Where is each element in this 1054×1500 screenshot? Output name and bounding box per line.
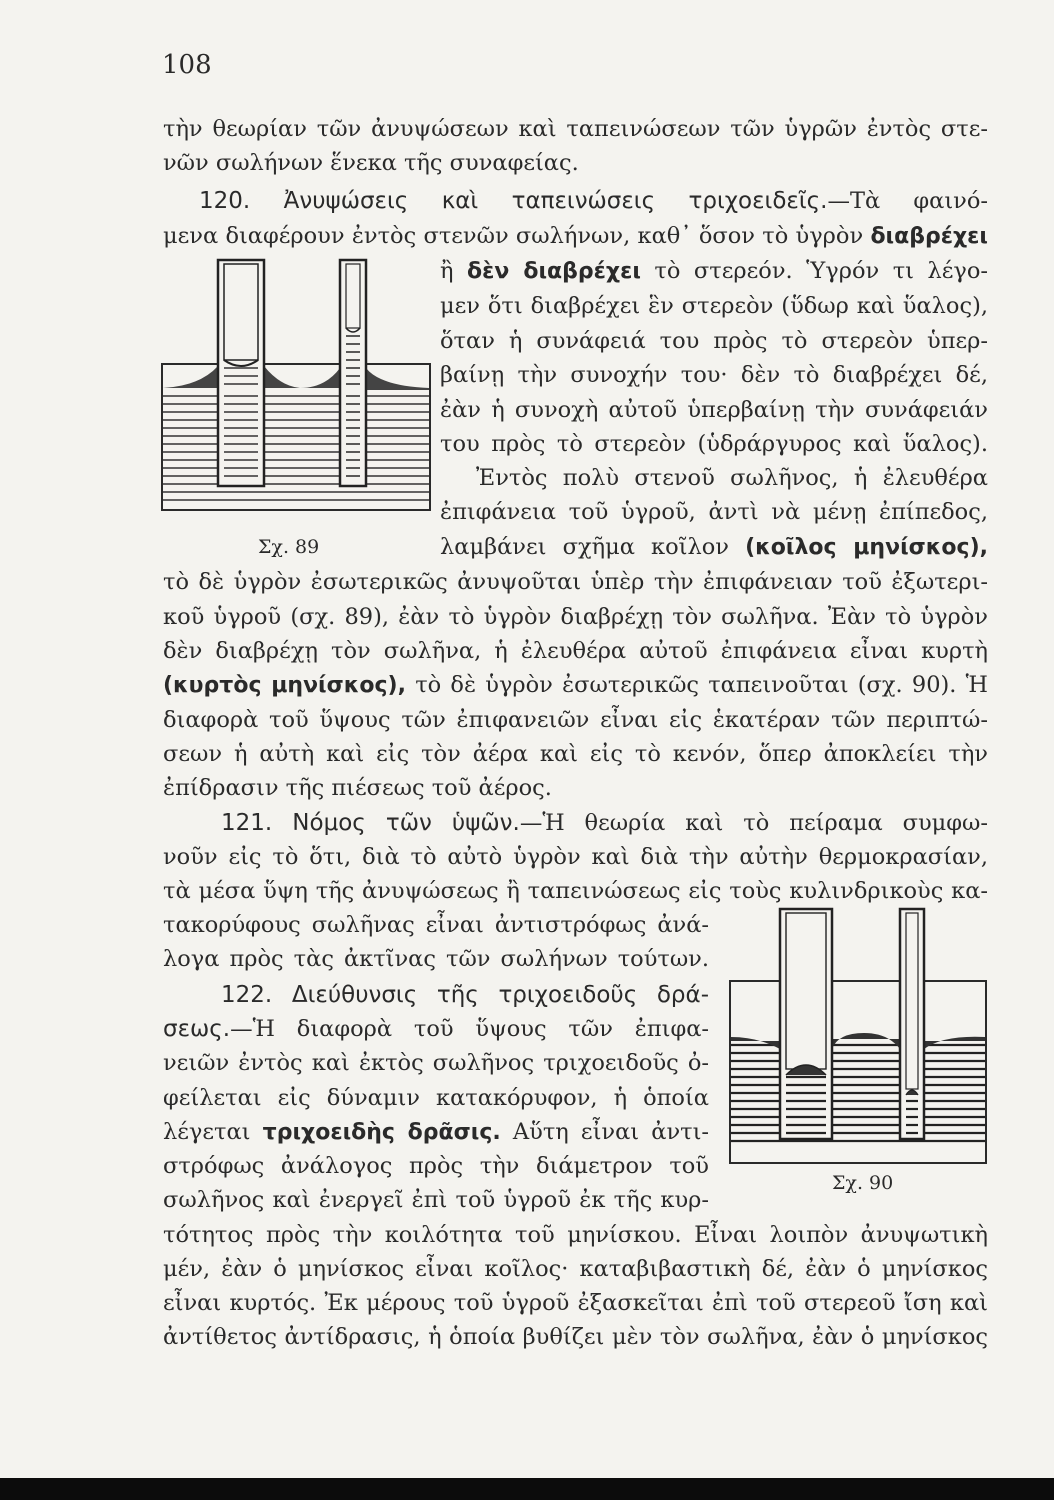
text-line: ὅταν ἡ συνάφειά του πρὸς τὸ στερεὸν ὑπερ- bbox=[440, 328, 988, 354]
text-line: του πρὸς τὸ στερεὸν (ὑδράργυρος καὶ ὕαλος). bbox=[440, 431, 988, 457]
text-fragment: λαμβάνει σχῆμα κοῖλον bbox=[440, 534, 746, 560]
text-line: δὲν διαβρέχῃ τὸν σωλῆνα, ἡ ἐλευθέρα αὐτοῦ ἐπιφάνεια εἶναι κυρτὴ bbox=[163, 638, 988, 664]
section-120-heading: 120. Ἀνυψώσεις καὶ ταπεινώσεις τριχοειδεῖς. bbox=[199, 188, 828, 214]
text-line bbox=[163, 1012, 709, 1046]
text-line: τότητος πρὸς τὴν κοιλότητα τοῦ μηνίσκου. Εἶναι λοιπὸν ἀνυψωτικὴ bbox=[163, 1222, 988, 1248]
figure-90-caption: Σχ. 90 bbox=[832, 1172, 894, 1194]
text-line: τακορύφους σωλῆνας εἶναι ἀντιστρόφως ἀνά- bbox=[163, 912, 709, 938]
text-line bbox=[440, 254, 988, 289]
bold-term-kyrtos-meniskos: (κυρτὸς μηνίσκος), bbox=[163, 673, 406, 698]
text-line: βαίνῃ τὴν συνοχήν του· δὲν τὸ διαβρέχει δέ, bbox=[440, 362, 988, 388]
text-line: μέν, ἐὰν ὁ μηνίσκος εἶναι κοῖλος· καταβιβαστικὴ δέ, ἐὰν ὁ μηνίσκος bbox=[163, 1256, 988, 1282]
text-line: τὰ μέσα ὕψη τῆς ἀνυψώσεως ἢ ταπεινώσεως εἰς τοὺς κυλινδρικοὺς κα- bbox=[163, 878, 988, 904]
text-line: εἶναι κυρτός. Ἐκ μέρους τοῦ ὑγροῦ ἐξασκεῖται ἐπὶ τοῦ στερεοῦ ἴση καὶ bbox=[163, 1290, 988, 1316]
bold-term-trichoeides-drasis: τριχοειδὴς δρᾶσις. bbox=[262, 1120, 501, 1145]
text-line: κοῦ ὑγροῦ (σχ. 89), ἐὰν τὸ ὑγρὸν διαβρέχῃ τὸν σωλῆνα. Ἐὰν τὸ ὑγρὸν bbox=[163, 604, 988, 630]
text-line: ἐπίδρασιν τῆς πιέσεως τοῦ ἀέρος. bbox=[163, 775, 552, 801]
text-line: λογα πρὸς τὰς ἀκτῖνας τῶν σωλήνων τούτων. bbox=[163, 946, 709, 972]
text-line: νῶν σωλήνων ἕνεκα τῆς συναφείας. bbox=[163, 150, 579, 176]
text-line: στρόφως ἀνάλογος πρὸς τὴν διάμετρον τοῦ bbox=[163, 1153, 709, 1179]
text-line: τὴν θεωρίαν τῶν ἀνυψώσεων καὶ ταπεινώσεων τῶν ὑγρῶν ἐντὸς στε- bbox=[163, 116, 988, 142]
bold-term-den-diabrechei: δὲν διαβρέχει bbox=[467, 259, 641, 284]
section-122-heading-cont: σεως. bbox=[163, 1016, 231, 1042]
text-line: ἐὰν ἡ συνοχὴ αὐτοῦ ὑπερβαίνῃ τὴν συνάφειάν bbox=[440, 397, 988, 423]
section-121-heading: 121. Νόμος τῶν ὑψῶν. bbox=[221, 810, 520, 836]
text-line: τὸ δὲ ὑγρὸν ἐσωτερικῶς ἀνυψοῦται ὑπὲρ τὴν ἐπιφάνειαν τοῦ ἐξωτερι- bbox=[163, 569, 988, 595]
text-fragment: —Τὰ φαινό- bbox=[827, 188, 989, 214]
scan-edge bbox=[0, 1478, 1054, 1500]
figure-90-convex-meniscus bbox=[728, 905, 990, 1167]
section-122-heading-line bbox=[163, 978, 709, 1012]
section-121-first-line bbox=[163, 806, 988, 840]
text-line: διαφορὰ τοῦ ὕψους τῶν ἐπιφανειῶν εἶναι εἰς ἑκατέραν τῶν περιπτώ- bbox=[163, 707, 988, 733]
section-122-heading: 122. Διεύθυνσις τῆς τριχοειδοῦς δρά- bbox=[221, 982, 709, 1008]
text-line: σεων ἡ αὐτὴ καὶ εἰς τὸν ἀέρα καὶ εἰς τὸ κενόν, ὅπερ ἀποκλείει τὴν bbox=[163, 741, 988, 767]
text-line bbox=[163, 668, 988, 703]
bold-term-koilos-meniskos: (κοῖλος μηνίσκος), bbox=[745, 535, 988, 560]
text-line: σωλῆνος καὶ ἐνεργεῖ ἐπὶ τοῦ ὑγροῦ ἐκ τῆς κυρ- bbox=[163, 1187, 709, 1213]
figure-89-caption: Σχ. 89 bbox=[258, 536, 320, 558]
text-fragment: τὸ στερεόν. Ὑγρόν τι λέγο- bbox=[640, 258, 989, 284]
text-line bbox=[163, 1115, 709, 1150]
text-line: νειῶν ἐντὸς καὶ ἐκτὸς σωλῆνος τριχοειδοῦς ὀ- bbox=[163, 1050, 709, 1076]
text-fragment: Αὕτη εἶναι ἀντι- bbox=[500, 1119, 709, 1145]
text-line: νοῦν εἰς τὸ ὅτι, διὰ τὸ αὐτὸ ὑγρὸν καὶ διὰ τὴν αὐτὴν θερμοκρασίαν, bbox=[163, 844, 988, 870]
text-line bbox=[163, 219, 988, 254]
text-line: φείλεται εἰς δύναμιν κατακόρυφον, ἡ ὁποία bbox=[163, 1085, 709, 1111]
text-fragment: ἢ bbox=[440, 258, 467, 284]
text-line: Ἐντὸς πολὺ στενοῦ σωλῆνος, ἡ ἐλευθέρα bbox=[476, 465, 988, 491]
text-fragment: —Ἡ διαφορὰ τοῦ ὕψους τῶν ἐπιφα- bbox=[230, 1016, 709, 1042]
text-fragment: τὸ δὲ ὑγρὸν ἐσωτερικῶς ταπεινοῦται (σχ. 90). Ἡ bbox=[405, 672, 988, 698]
page-number: 108 bbox=[162, 50, 212, 80]
text-line: ἐπιφάνεια τοῦ ὑγροῦ, ἀντὶ νὰ μένῃ ἐπίπεδος, bbox=[440, 499, 988, 525]
text-fragment: —Ἡ θεωρία καὶ τὸ πείραμα συμφω- bbox=[519, 810, 988, 836]
text-line: ἀντίθετος ἀντίδρασις, ἡ ὁποία βυθίζει μὲν τὸν σωλῆνα, ἐὰν ὁ μηνίσκος bbox=[163, 1324, 988, 1350]
section-120-first-line bbox=[163, 184, 988, 218]
figure-89-concave-meniscus bbox=[160, 256, 432, 514]
text-fragment: λέγεται bbox=[163, 1119, 263, 1145]
text-line: μεν ὅτι διαβρέχει ἓν στερεὸν (ὕδωρ καὶ ὕαλος), bbox=[440, 293, 988, 319]
text-line bbox=[440, 530, 988, 565]
text-fragment: μενα διαφέρουν ἐντὸς στενῶν σωλήνων, καθ᾽ ὅσον τὸ ὑγρὸν bbox=[163, 223, 871, 249]
bold-term-diabrechei: διαβρέχει bbox=[870, 224, 988, 249]
